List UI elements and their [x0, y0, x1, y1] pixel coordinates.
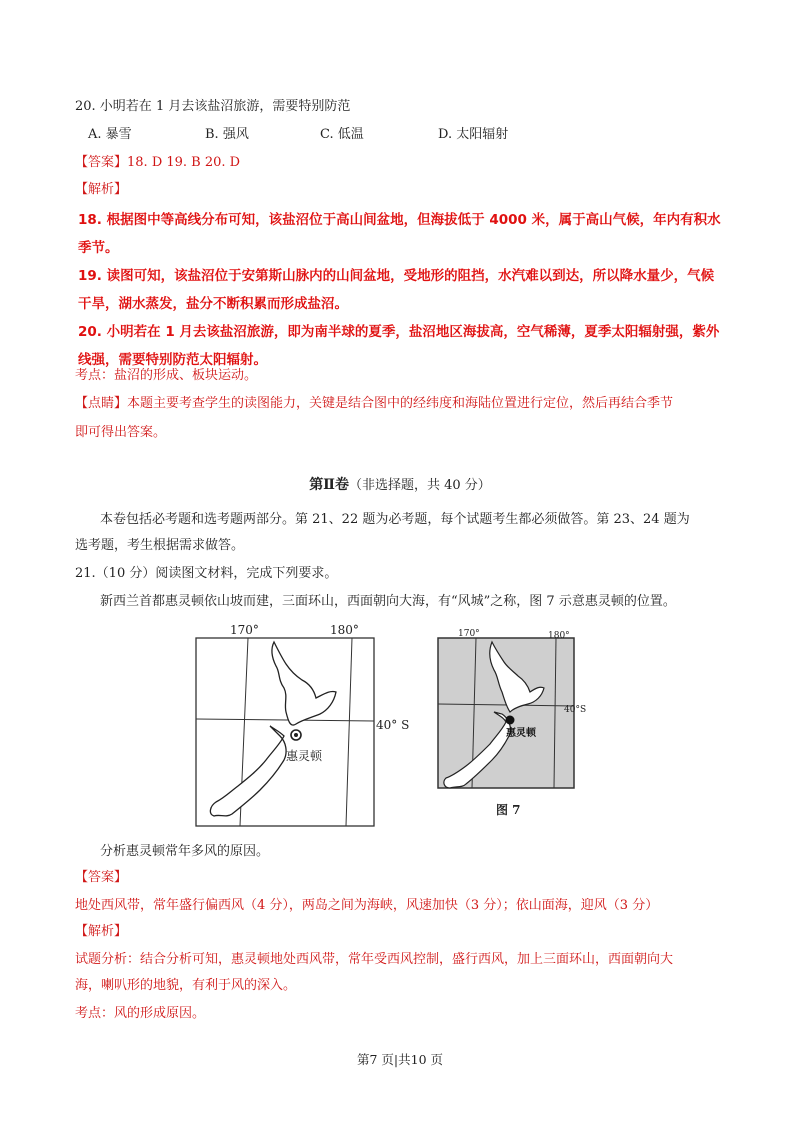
q20-option-d: D. 太阳辐射	[438, 127, 509, 142]
map-right-lon-170: 170°	[458, 629, 480, 639]
q20-option-b: B. 强风	[205, 127, 249, 142]
q20-option-c: C. 低温	[320, 127, 364, 142]
q20-stem: 20. 小明若在 1 月去该盐沼旅游，需要特别防范	[75, 99, 351, 114]
map-right-lon-180: 180°	[548, 631, 570, 641]
answer-label: 【答案】	[75, 155, 128, 170]
q20-option-a: A. 暴雪	[88, 127, 132, 142]
map-right-wellington-marker-icon	[506, 716, 515, 725]
page-footer: 第7 页|共10 页	[356, 1052, 444, 1067]
wellington-marker-dot-icon	[294, 733, 298, 737]
analysis2-line-1: 试题分析：结合分析可知，惠灵顿地处西风带，常年受西风控制，盛行西风，加上三面环山，西面朝向大	[75, 952, 674, 967]
analysis-line-1: 18. 根据图中等高线分布可知，该盐沼位于高山间盆地，但海拔低于 4000 米，属于高山气候，年内有积水	[78, 212, 721, 228]
answer-content-2: 地处西风带，常年盛行偏西风（4 分），两岛之间为海峡，风速加快（3 分）；依山面海，迎风（3 分）	[75, 898, 659, 913]
map-right	[428, 624, 628, 824]
answer-label-2: 【答案】	[75, 870, 128, 885]
q21-stem: 21.（10 分）阅读图文材料，完成下列要求。	[75, 566, 338, 581]
q21-question: 分析惠灵顿常年多风的原因。	[100, 844, 270, 859]
section2-intro-2: 选考题，考生根据需求做答。	[75, 538, 245, 553]
answer-content: 18. D 19. B 20. D	[127, 155, 241, 170]
dianjing-line-2: 即可得出答案。	[75, 425, 167, 440]
analysis-label-1: 【解析】	[75, 182, 128, 197]
analysis-line-3: 19. 读图可知，该盐沼位于安第斯山脉内的山间盆地，受地形的阻挡，水汽难以到达，所以降水量少，气候	[78, 268, 715, 284]
kaodian-1: 考点：盐沼的形成、板块运动。	[75, 368, 258, 383]
dianjing-line-1	[75, 392, 673, 411]
answer-block-1	[75, 151, 240, 170]
analysis-line-5: 20. 小明若在 1 月去该盐沼旅游，即为南半球的夏季，盐沼地区海拔高，空气稀薄，夏季太阳辐射强，紫外	[78, 324, 720, 340]
analysis-line-4: 干旱，湖水蒸发，盐分不断积累而形成盐沼。	[78, 296, 348, 312]
section2-heading	[0, 474, 800, 494]
analysis-line-6: 线强，需要特别防范太阳辐射。	[78, 352, 267, 368]
analysis-label-2: 【解析】	[75, 924, 128, 939]
map-right-frame	[438, 638, 574, 788]
map-left-city-label: 惠灵顿	[286, 749, 323, 763]
section2-subtitle: （非选择题，共 40 分）	[349, 478, 491, 493]
dianjing-label: 【点睛】	[75, 396, 128, 411]
kaodian-2: 考点：风的形成原因。	[75, 1006, 206, 1021]
dianjing-text: 本题主要考查学生的读图能力，关键是结合图中的经纬度和海陆位置进行定位，然后再结合季节	[127, 396, 674, 411]
map-left-lon-170: 170°	[230, 623, 259, 637]
map-right-lat-40s: 40°S	[564, 705, 587, 715]
figure-caption: 图 7	[496, 803, 521, 817]
map-right-city-label: 惠灵顿	[506, 728, 536, 739]
section2-title: 第Ⅱ卷	[309, 477, 349, 493]
analysis-line-2: 季节。	[78, 240, 119, 256]
map-left-lat-40s: 40° S	[376, 718, 410, 732]
section2-intro-1: 本卷包括必考题和选考题两部分。第 21、22 题为必考题，每个试题考生都必须做答。第 23、24 题为	[100, 512, 690, 527]
analysis2-line-2: 海，喇叭形的地貌，有利于风的深入。	[75, 978, 297, 993]
map-left	[190, 620, 430, 835]
q21-material: 新西兰首都惠灵顿依山坡而建，三面环山，西面朝向大海，有“风城”之称，图 7 示意惠灵顿的位置。	[100, 594, 676, 609]
map-left-lon-180: 180°	[330, 623, 359, 637]
